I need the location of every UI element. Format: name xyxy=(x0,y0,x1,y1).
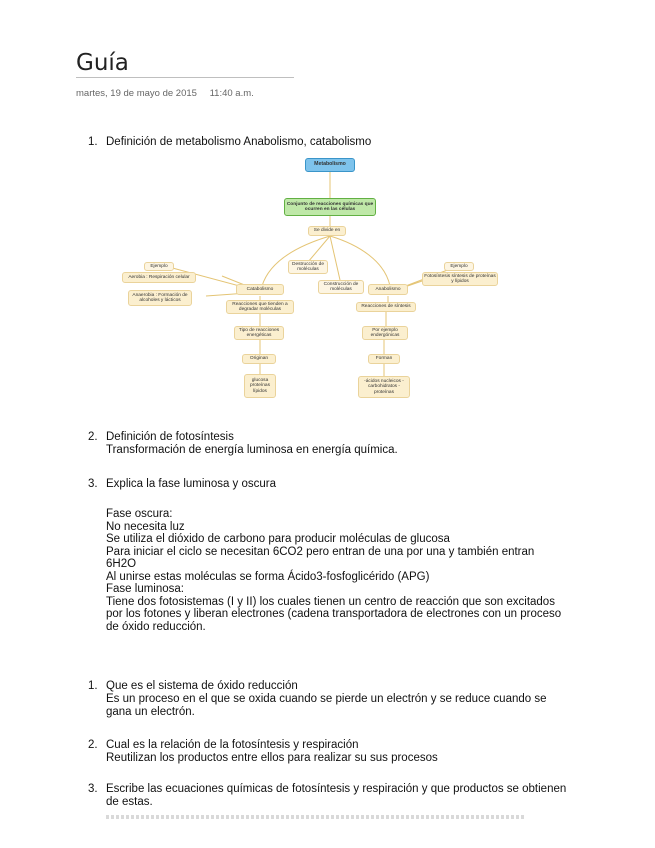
list-number: 1. xyxy=(88,680,98,692)
answer-line: Tiene dos fotosistemas (I y II) los cuales tienen un centro de reacción que son excitados xyxy=(106,595,555,608)
map-node-divides: Se divide en xyxy=(308,226,346,236)
question-answer: Transformación de energía luminosa en energía química. xyxy=(106,444,398,456)
map-node-catabolism: Catabolismo xyxy=(236,284,284,295)
map-node-left-example-label: Ejemplo xyxy=(144,262,174,271)
question-answer: Es un proceso en el que se oxida cuando se pierde un electrón y se reduce cuando se xyxy=(106,693,547,705)
page-timestamp xyxy=(76,88,254,99)
question-heading: Explica la fase luminosa y oscura xyxy=(106,478,277,490)
answer-line: Fase oscura: xyxy=(106,508,173,520)
list-number: 3. xyxy=(88,478,98,490)
question-heading: Escribe las ecuaciones químicas de fotosíntesis y respiración y que productos se obtienen xyxy=(106,783,567,795)
question-heading: Definición de fotosíntesis xyxy=(106,431,234,443)
question-heading: Que es el sistema de óxido reducción xyxy=(106,680,298,692)
map-node-right-products: -ácidos nucleicos -carbohidratos -proteínas xyxy=(358,376,410,398)
list-number: 3. xyxy=(88,783,98,795)
question-answer: de estas. xyxy=(106,796,153,808)
map-node-right-example-label: Ejemplo xyxy=(444,262,474,271)
map-node-right-type: Por ejemplo endergónicas xyxy=(362,326,408,340)
map-node-root: Metabolismo xyxy=(305,158,355,172)
question-heading: Cual es la relación de la fotosíntesis y respiración xyxy=(106,739,359,751)
map-node-left-origin: Originan xyxy=(242,354,276,364)
map-node-right-example-1: Fotosíntesis síntesis de proteínas y lípidos xyxy=(422,272,498,286)
phase-explanation xyxy=(106,508,561,633)
answer-line: Fase luminosa: xyxy=(106,583,184,595)
answer-line: por los fotones y liberan electrones (cadena transportadora de electrones con un proceso xyxy=(106,608,562,620)
answer-line: Al unirse estas moléculas se forma Ácido3-fosfoglicérido (APG) xyxy=(106,570,430,583)
map-node-anabolism: Anabolismo xyxy=(368,284,408,295)
question-answer: gana un electrón. xyxy=(106,706,195,718)
map-node-left-example-2: Anaerobia : Formación de alcoholes y lácticos xyxy=(128,290,192,306)
spellcheck-underline xyxy=(106,815,526,819)
list-number: 1. xyxy=(88,136,98,148)
answer-line: Se utiliza el dióxido de carbono para producir moléculas de glucosa xyxy=(106,533,450,545)
map-node-left-reactions: Reacciones que tienden a degradar moléculas xyxy=(226,300,294,314)
page-date: martes, 19 de mayo de 2015 xyxy=(76,88,197,99)
map-node-left-type: Tipo de reacciones energéticas xyxy=(234,326,284,340)
page-time: 11:40 a.m. xyxy=(209,88,254,99)
map-node-right-form: Forman xyxy=(368,354,400,364)
list-number: 2. xyxy=(88,431,98,443)
page-title: Guía xyxy=(76,50,129,76)
answer-line: Para iniciar el ciclo se necesitan 6CO2 pero entran de una por una y también entran xyxy=(106,545,535,558)
question-heading: Definición de metabolismo Anabolismo, catabolismo xyxy=(106,136,372,148)
map-node-left-example-1: Aerobia : Respiración celular xyxy=(122,272,196,283)
map-node-left-products: glucosa proteínas lípidos xyxy=(244,374,276,398)
map-node-construction: Construcción de moléculas xyxy=(318,280,364,294)
map-node-right-reactions: Reacciones de síntesis xyxy=(356,302,416,312)
map-node-definition: Conjunto de reacciones químicas que ocurren en las células xyxy=(284,198,376,216)
answer-line: 6H2O xyxy=(106,558,137,570)
title-divider xyxy=(76,77,294,78)
map-node-destruction: Destrucción de moléculas xyxy=(288,260,328,274)
answer-line: No necesita luz xyxy=(106,520,185,533)
answer-line: de óxido reducción. xyxy=(106,620,206,633)
question-answer: Reutilizan los productos entre ellos para realizar su sus procesos xyxy=(106,752,438,764)
list-number: 2. xyxy=(88,739,98,751)
